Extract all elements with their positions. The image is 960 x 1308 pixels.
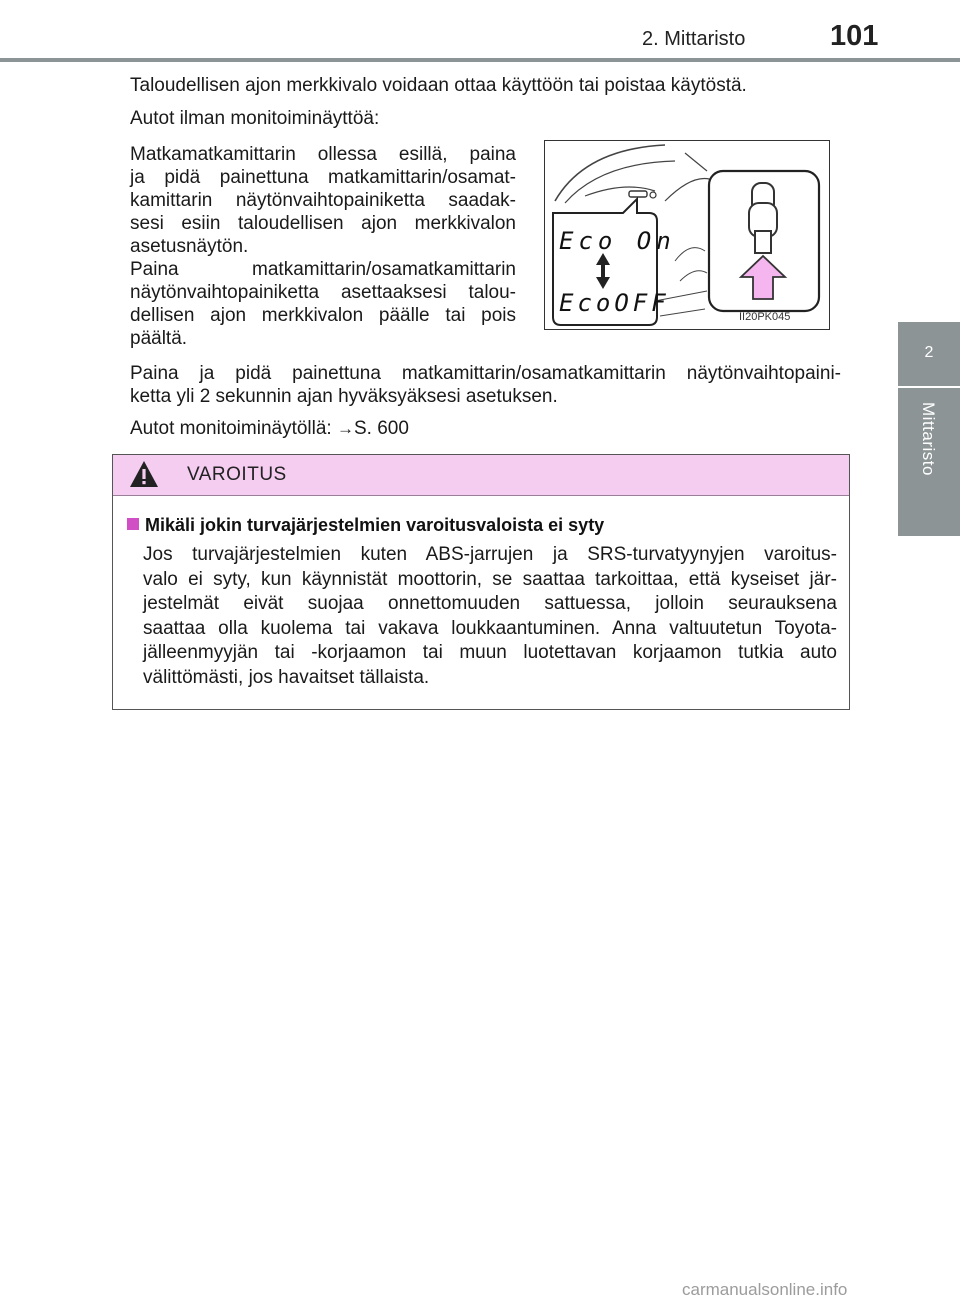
step1-line: sesi esiin taloudellisen ajon merkkivalon	[130, 213, 516, 234]
side-tab-number[interactable]	[898, 322, 960, 386]
step1-line: Matkamatkamittarin ollessa esillä, paina	[130, 144, 516, 165]
warning-line: saattaa olla kuolema tai vakava loukkaantuminen. Anna valtuutetun Toyota-	[143, 617, 837, 639]
warning-header	[113, 455, 849, 496]
with-display-label: Autot monitoiminäytöllä:	[130, 418, 337, 439]
warning-subheading-text: Mikäli jokin turvajärjestelmien varoitusvaloista ei syty	[145, 515, 605, 535]
warning-line: Jos turvajärjestelmien kuten ABS-jarrujen ja SRS-turvatyynyjen varoitus-	[143, 544, 837, 565]
warning-box	[112, 454, 850, 710]
warning-title: VAROITUS	[187, 464, 287, 485]
warning-line: välittömästi, jos havaitset tällaista.	[143, 666, 430, 688]
meter-illustration	[544, 140, 830, 330]
step1-line: ja pidä painettuna matkamittarin/osamat-	[130, 167, 516, 188]
section-title: 2. Mittaristo	[642, 28, 746, 50]
step3-line: ketta yli 2 sekunnin ajan hyväksyäksesi asetuksen.	[130, 386, 558, 407]
no-display-heading: Autot ilman monitoiminäyttöä:	[130, 108, 380, 129]
square-bullet-icon	[127, 518, 139, 530]
intro-text: Taloudellisen ajon merkkivalo voidaan ottaa käyttöön tai poistaa käytöstä.	[130, 75, 747, 96]
watermark: carmanualsonline.info	[682, 1280, 848, 1299]
eco-on-display: Eco On	[559, 227, 676, 255]
warning-body	[143, 543, 837, 690]
step3-text	[130, 362, 841, 408]
warning-line: jälleenmyyjän tai -korjaamon tai muun luotettavan korjaamon tutkia auto	[143, 642, 837, 663]
step2-line: Paina matkamittarin/osamatkamittarin	[130, 259, 516, 280]
step3-line: Paina ja pidä painettuna matkamittarin/osamatkamittarin näytönvaihtopaini-	[130, 363, 841, 384]
step2-line: päältä.	[130, 328, 188, 349]
step1-line: kamittarin näytönvaihtopainiketta saadak-	[130, 190, 516, 211]
step2-text	[130, 258, 516, 350]
warning-line: jestelmät eivät suojaa onnettomuuden sattuessa, jolloin seurauksena	[143, 593, 837, 614]
eco-off-display: EcoOFF	[559, 289, 670, 317]
warning-line: valo ei syty, kun käynnistät moottorin, se saattaa tarkoittaa, että kyseiset jär-	[143, 568, 837, 590]
side-tab-label[interactable]	[898, 388, 960, 536]
side-tab-label-text: Mittaristo	[919, 402, 938, 476]
step1-line: asetusnäytön.	[130, 236, 249, 257]
page-number: 101	[830, 20, 879, 52]
warning-subheading	[127, 515, 604, 536]
figure-code: II20PK045	[739, 311, 791, 323]
arrow-icon: →	[337, 419, 354, 438]
step2-line: näytönvaihtopainiketta asettaaksesi talou-	[130, 282, 516, 303]
with-display-text	[130, 417, 409, 440]
warning-triangle-icon	[129, 460, 159, 488]
side-tab-number-label: 2	[924, 344, 934, 361]
page-reference-link[interactable]: S. 600	[354, 418, 409, 439]
step1-text	[130, 143, 516, 258]
header-rule	[0, 58, 960, 62]
step2-line: dellisen ajon merkkivalon päälle tai pois	[130, 305, 516, 326]
